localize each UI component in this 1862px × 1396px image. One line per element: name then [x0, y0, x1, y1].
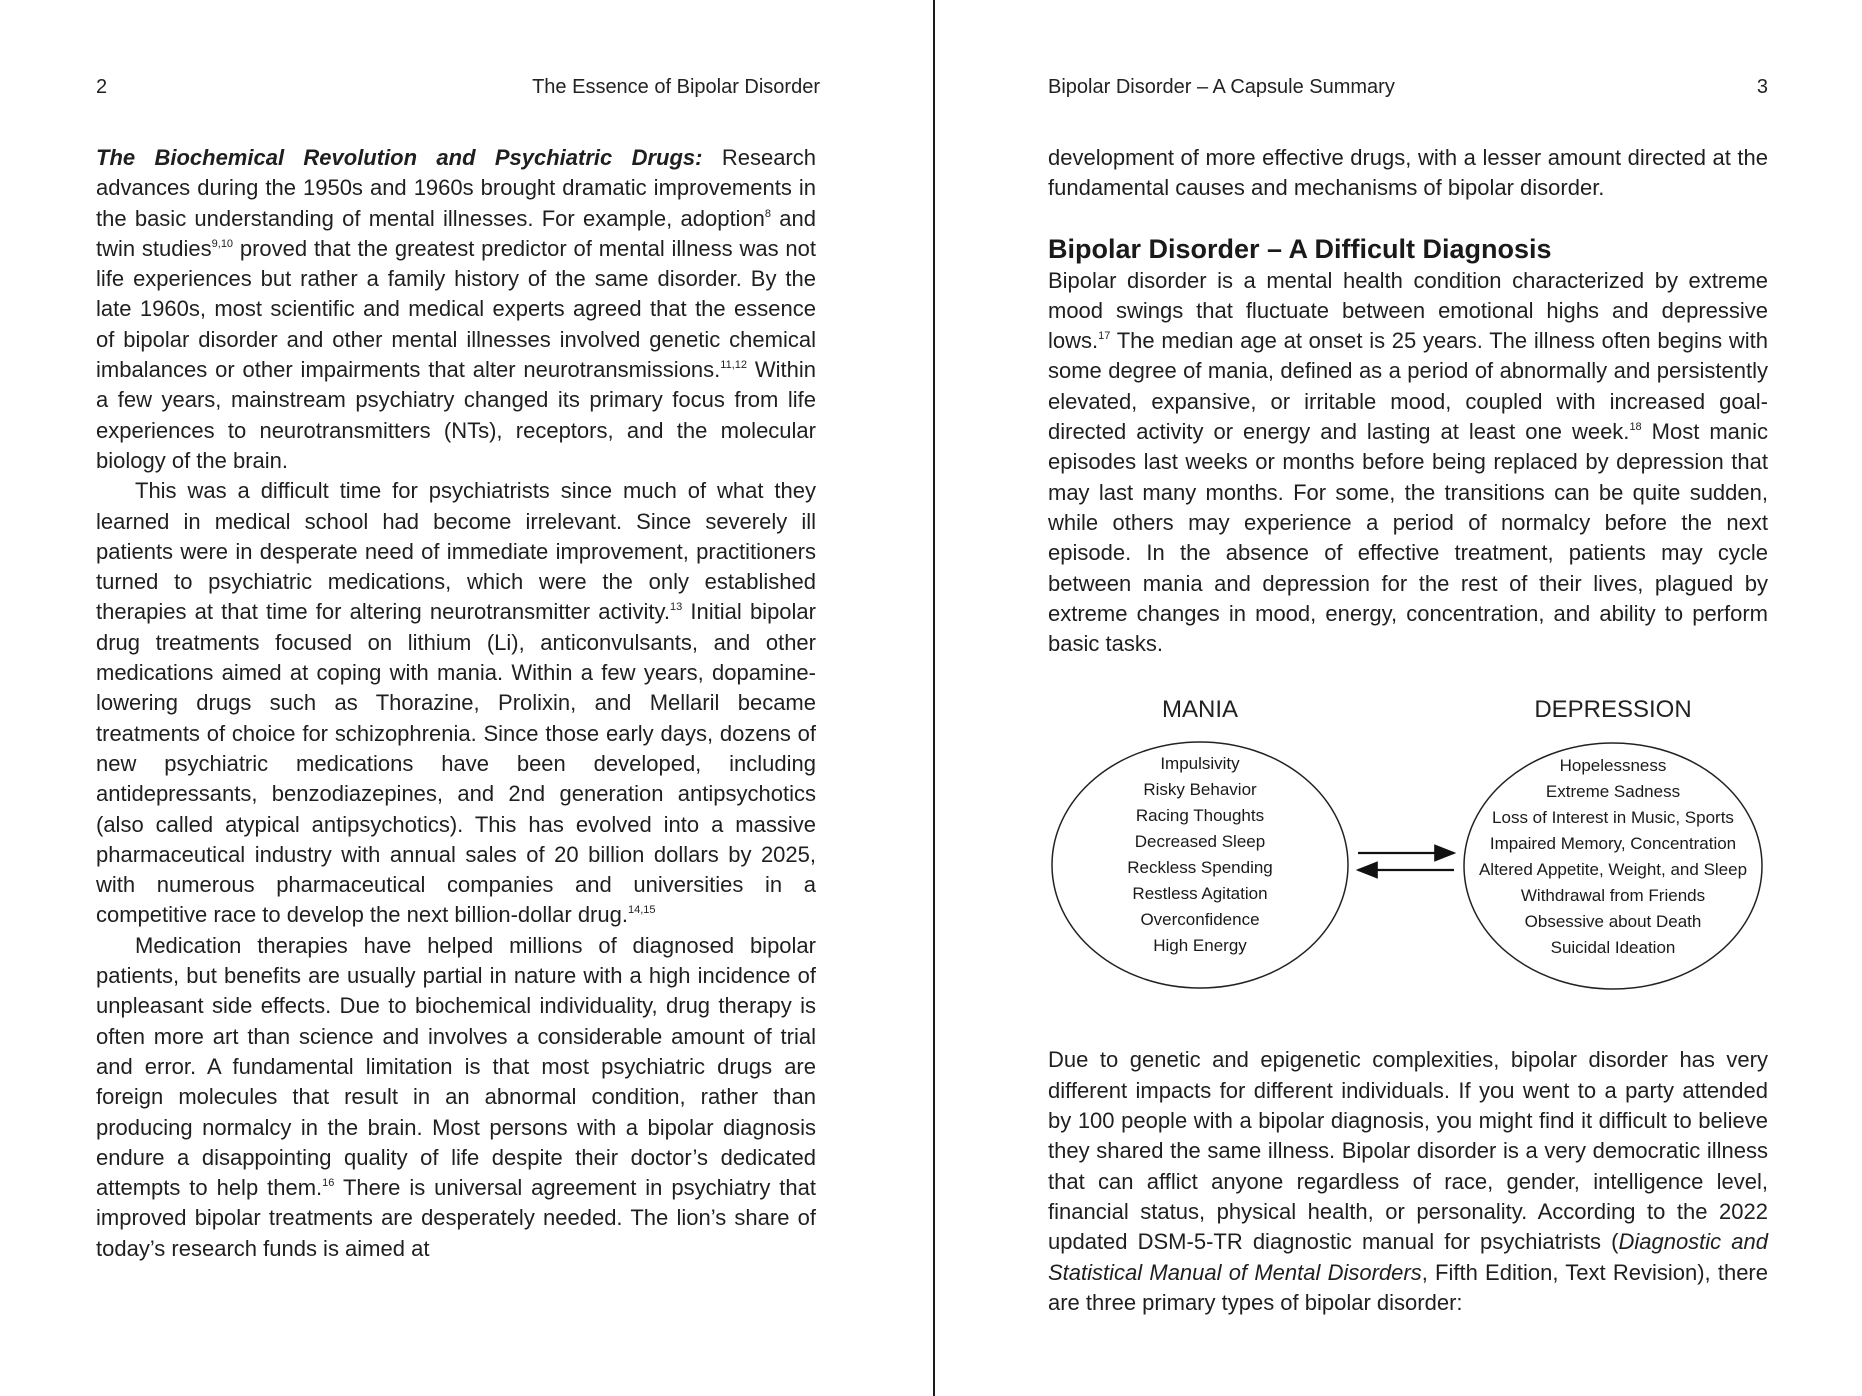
- citation: 17: [1098, 330, 1111, 343]
- mania-symptom-item: Risky Behavior: [1143, 780, 1257, 800]
- paragraph: [96, 143, 816, 476]
- mania-symptom-item: Decreased Sleep: [1134, 832, 1266, 852]
- mania-symptom-item: Reckless Spending: [1127, 858, 1273, 878]
- depression-symptom-item: Impaired Memory, Concentration: [1489, 834, 1737, 854]
- book-title: Diagnostic and Statistical Manual of Mental Disorders: [1048, 1229, 1768, 1285]
- depression-symptom-list: [1463, 753, 1763, 961]
- body-text: [1048, 143, 1768, 1318]
- paragraph: [1048, 1045, 1768, 1318]
- text-run: The median age at onset is 25 years. The illness often begins with some degree of mania, defined as a period of abnormally and persistently elevated, expansive, or irritable mood, coupled with increased goal-directed activity or energy and lasting at least one week.: [1048, 328, 1768, 445]
- citation: 18: [1629, 421, 1642, 434]
- mania-symptom-item: Impulsivity: [1160, 754, 1240, 774]
- citation: 14,15: [627, 904, 656, 917]
- section-heading: Bipolar Disorder – A Difficult Diagnosis: [1048, 233, 1552, 264]
- mania-title: MANIA: [1161, 696, 1238, 724]
- paragraph: [96, 476, 816, 930]
- text-run: Within a few years, mainstream psychiatry changed its primary focus from life experiences to neurotransmitters (NTs), receptors, and the molecular biology of the brain.: [96, 357, 816, 473]
- citation: 16: [322, 1177, 335, 1190]
- text-run: Research advances during the 1950s and 1960s brought dramatic improvements in the basic understanding of mental illnesses. For example, adoption: [96, 145, 816, 231]
- run-in-heading: The Biochemical Revolution and Psychiatric Drugs:: [96, 145, 703, 170]
- text-run: proved that the greatest predictor of mental illness was not life experiences but rather a family history of the same disorder. By the late 1960s, most scientific and medical experts agreed that the essence of bipolar disorder and other mental illnesses involved genetic chemical imbalances or other impairments that alter neurotransmissions.: [96, 235, 816, 383]
- text-run: Medication therapies have helped millions of diagnosed bipolar patients, but benefits are usually partial in nature with a high incidence of unpleasant side effects. Due to biochemical individuality, drug therapy is often more art than science and involves a considerable amount of trial and error. A fundamental limitation is that most psychiatric drugs are foreign molecules that result in an abnormal condition, rather than producing normalcy in the brain. Most persons with a bipolar diagnosis endure a disappointing quality of life despite their doctor’s dedicated attempts to help them.: [96, 932, 816, 1201]
- depression-symptom-item: Extreme Sadness: [1545, 782, 1681, 802]
- citation: 11,12: [720, 359, 747, 372]
- depression-symptom-item: Suicidal Ideation: [1550, 938, 1676, 958]
- mania-symptom-item: Racing Thoughts: [1135, 806, 1265, 826]
- text-run: Bipolar disorder is a mental health condition characterized by extreme mood swings that fluctuate between emotional highs and depressive lows.: [1048, 267, 1768, 354]
- paragraph: development of more effective drugs, with a lesser amount directed at the fundamental causes and mechanisms of bipolar disorder.: [1048, 145, 1768, 201]
- depression-symptom-item: Altered Appetite, Weight, and Sleep: [1478, 860, 1748, 880]
- citation: 9,10: [211, 237, 234, 250]
- depression-symptom-item: Hopelessness: [1559, 756, 1667, 776]
- page-number: 3: [1756, 76, 1768, 98]
- right-page: [936, 0, 1862, 1396]
- depression-symptom-item: Withdrawal from Friends: [1520, 886, 1706, 906]
- depression-symptom-item: Loss of Interest in Music, Sports: [1492, 808, 1734, 828]
- citation: 13: [670, 601, 683, 614]
- page-gutter-divider: [933, 0, 935, 1396]
- text-run: , Fifth Edition, Text Revision), there are three primary types of bipolar disorder:: [1048, 1259, 1768, 1315]
- body-text: [96, 143, 816, 1264]
- citation: 8: [764, 207, 772, 220]
- text-run: and twin studies: [96, 205, 817, 261]
- mania-symptom-item: Restless Agitation: [1132, 884, 1268, 904]
- mania-symptom-item: Overconfidence: [1140, 910, 1260, 930]
- paragraph: [1048, 266, 1768, 660]
- paragraph: [96, 931, 816, 1264]
- mania-symptom-list: [1060, 751, 1340, 959]
- mania-symptom-item: High Energy: [1153, 936, 1247, 956]
- text-run: Initial bipolar drug treatments focused on lithium (Li), anticonvulsants, and other medications aimed at coping with mania. Within a few years, dopamine-lowering drugs such as Thorazine, Prolixin, and Mellaril became treatments of choice for schizophrenia. Since those early days, dozens of new psychiatric medications have been developed, including antidepressants, benzodiazepines, and 2nd generation antipsychotics (also called atypical antipsychotics). This has evolved into a massive pharmaceutical industry with annual sales of 20 billion dollars by 2025, with numerous pharmaceutical companies and universities in a competitive race to develop the next billion-dollar drug.: [96, 599, 816, 928]
- running-head: Bipolar Disorder – A Capsule Summary: [1048, 76, 1395, 98]
- depression-title: DEPRESSION: [1534, 696, 1692, 724]
- mania-depression-diagram: [1048, 695, 1768, 1015]
- text-run: Due to genetic and epigenetic complexities, bipolar disorder has very different impacts for different individuals. If you went to a party attended by 100 people with a bipolar diagnosis, you might find it difficult to believe they shared the same illness. Bipolar disorder is a very democratic illness that can afflict anyone regardless of race, gender, intelligence level, financial status, physical health, or personality. According to the 2022 updated DSM-5-TR diagnostic manual for psychiatrists (: [1048, 1047, 1768, 1255]
- text-run: There is universal agreement in psychiatry that improved bipolar treatments are desperately needed. The lion’s share of today’s research funds is aimed at: [96, 1175, 816, 1261]
- page-number: 2: [96, 76, 108, 98]
- running-head: The Essence of Bipolar Disorder: [532, 76, 820, 98]
- text-run: This was a difficult time for psychiatrists since much of what they learned in medical school had become irrelevant. Since severely ill patients were in desperate need of immediate improvement, practitioners turned to psychiatric medications, which were the only established therapies at that time for altering neurotransmitter activity.: [96, 478, 816, 625]
- depression-symptom-item: Obsessive about Death: [1524, 912, 1702, 932]
- text-run: Most manic episodes last weeks or months before being replaced by depression that may last many months. For some, the transitions can be quite sudden, while others may experience a period of normalcy before the next episode. In the absence of effective treatment, patients may cycle between mania and depression for the rest of their lives, plagued by extreme changes in mood, energy, concentration, and ability to perform basic tasks.: [1048, 419, 1769, 657]
